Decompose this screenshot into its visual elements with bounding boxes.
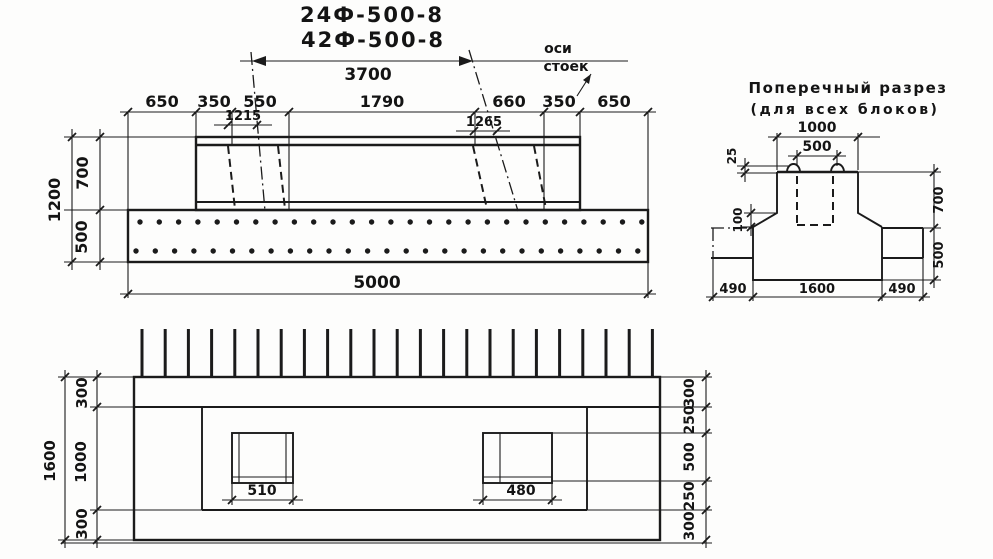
dim-1600-plan-label: 1600 xyxy=(41,440,59,482)
plan-view xyxy=(41,329,712,548)
left-socket-hidden xyxy=(228,146,285,209)
rebar-dot xyxy=(388,219,393,224)
rebar-dot xyxy=(365,248,370,253)
plan-right-dim-250-top: 250 xyxy=(682,405,698,435)
dim-510-label: 510 xyxy=(247,483,277,499)
rebar-dot xyxy=(292,219,297,224)
dim-chain-top xyxy=(120,92,656,116)
rebar-dot xyxy=(369,219,374,224)
rebar-dot xyxy=(384,248,389,253)
plan-right-dim-300-bottom: 300 xyxy=(682,511,698,541)
post-axes-label xyxy=(543,41,591,96)
rebar-dot xyxy=(465,219,470,224)
rebar-dot xyxy=(597,248,602,253)
plan-right-dim-300-top: 300 xyxy=(682,378,698,408)
axis-label-line2: стоек xyxy=(543,59,589,75)
dim-700-label: 700 xyxy=(73,156,92,190)
dim-25 xyxy=(725,148,789,182)
axis-leader-arrow xyxy=(583,74,591,84)
rebar-dot xyxy=(442,248,447,253)
rebar-dot xyxy=(311,219,316,224)
rebar-dot xyxy=(268,248,273,253)
dim-chain-section-right xyxy=(858,164,947,288)
left-post-axis xyxy=(251,52,265,211)
rebar-dot xyxy=(272,219,277,224)
rebar-dot xyxy=(249,248,254,253)
plan-right-socket xyxy=(483,433,552,483)
rebar-dot xyxy=(543,219,548,224)
dim-650-right: 650 xyxy=(597,92,631,111)
rebar-dot xyxy=(133,248,138,253)
dim-100 xyxy=(731,204,777,236)
dim-500-top xyxy=(788,139,846,166)
rebar-dot xyxy=(172,248,177,253)
rebar-dot xyxy=(562,219,567,224)
right-wing xyxy=(882,228,923,258)
plan-rebar-ticks xyxy=(142,329,652,377)
dim-1265 xyxy=(456,115,510,135)
rebar-dot xyxy=(635,248,640,253)
rebar-dot xyxy=(176,219,181,224)
rebar-dot xyxy=(234,219,239,224)
rebar-dot xyxy=(137,219,142,224)
base-slab-outline xyxy=(128,210,648,262)
rebar-dot xyxy=(581,219,586,224)
rebar-dot xyxy=(195,219,200,224)
rebar-dot xyxy=(191,248,196,253)
dim-500-top-label: 500 xyxy=(802,139,832,155)
rebar-dot xyxy=(423,248,428,253)
rebar-dot xyxy=(307,248,312,253)
rebar-dot xyxy=(288,248,293,253)
dim-1265-label: 1265 xyxy=(465,115,503,130)
section-socket-hidden xyxy=(797,176,833,225)
plan-outer-outline xyxy=(134,377,660,540)
section-title-line1: Поперечный разрез xyxy=(748,79,948,97)
dim-1000-label: 1000 xyxy=(797,120,837,136)
dim-660: 660 xyxy=(492,92,526,111)
dim-490-right-label: 490 xyxy=(888,282,916,297)
plan-left-dim-300-top: 300 xyxy=(73,377,91,409)
dim-350-left: 350 xyxy=(197,92,231,111)
rebar-dot xyxy=(211,248,216,253)
rebar-dot xyxy=(523,219,528,224)
rebar-dot xyxy=(408,219,413,224)
elevation-view xyxy=(45,3,656,298)
plan-left-dim-300-bottom: 300 xyxy=(73,508,91,540)
rebar-dot xyxy=(485,219,490,224)
rebar-dot xyxy=(639,219,644,224)
plan-right-dim-500: 500 xyxy=(682,442,698,472)
dim-5000-label: 5000 xyxy=(353,273,401,293)
right-socket-hidden xyxy=(473,146,546,209)
rebar-dot xyxy=(461,248,466,253)
dim-480 xyxy=(473,483,562,505)
axis-label-line1: оси xyxy=(544,41,572,57)
cross-section-view xyxy=(706,79,947,301)
dim-chain-plan-left xyxy=(41,370,101,548)
rebar-dot xyxy=(616,248,621,253)
dim-500-section-label: 500 xyxy=(932,241,947,269)
rebar-dot xyxy=(330,219,335,224)
rebar-dot xyxy=(481,248,486,253)
rebar-dot xyxy=(446,219,451,224)
dim-25-label: 25 xyxy=(725,147,739,165)
rebar-dot xyxy=(519,248,524,253)
slab-rebar-dots xyxy=(133,219,644,253)
rebar-dot xyxy=(215,219,220,224)
block-mark-1: 24Ф-500-8 xyxy=(300,3,444,27)
rebar-dot xyxy=(153,248,158,253)
block-mark-2: 42Ф-500-8 xyxy=(301,28,445,52)
dim-100-label: 100 xyxy=(731,207,745,233)
dim-510 xyxy=(222,483,303,505)
dim-700-section-label: 700 xyxy=(932,186,947,214)
dim-490-left-label: 490 xyxy=(719,282,747,297)
elevation-extension-lines xyxy=(64,112,648,298)
dim-1215-label: 1215 xyxy=(224,109,262,124)
dim-1790: 1790 xyxy=(359,92,405,111)
dim-5000 xyxy=(120,273,656,298)
plan-left-socket xyxy=(232,433,293,483)
dim-500-label: 500 xyxy=(72,220,91,254)
rebar-dot xyxy=(500,248,505,253)
rebar-dot xyxy=(558,248,563,253)
dim-1600-section-label: 1600 xyxy=(798,282,836,297)
section-title-line2: (для всех блоков) xyxy=(750,102,940,118)
rebar-dot xyxy=(427,219,432,224)
rebar-dot xyxy=(504,219,509,224)
dim-650-left: 650 xyxy=(145,92,179,111)
rebar-dot xyxy=(577,248,582,253)
rebar-dot xyxy=(601,219,606,224)
plan-left-dim-1000: 1000 xyxy=(72,441,90,483)
rebar-dot xyxy=(350,219,355,224)
rebar-dot xyxy=(157,219,162,224)
plan-extension-lines xyxy=(58,377,712,543)
upper-block-outline xyxy=(196,137,580,210)
rebar-dot xyxy=(539,248,544,253)
dim-arrow-left xyxy=(252,56,266,66)
rebar-dot xyxy=(230,248,235,253)
dim-480-label: 480 xyxy=(506,483,536,499)
dim-chain-plan-right xyxy=(682,370,710,548)
plan-right-dim-250-bottom: 250 xyxy=(682,481,698,511)
dim-1200-label: 1200 xyxy=(45,177,64,223)
rebar-dot xyxy=(620,219,625,224)
dim-chain-left xyxy=(45,129,104,270)
rebar-dot xyxy=(326,248,331,253)
rebar-dot xyxy=(346,248,351,253)
plan-inner-outline xyxy=(134,407,660,510)
dim-350-right: 350 xyxy=(542,92,576,111)
rebar-dot xyxy=(253,219,258,224)
rebar-dot xyxy=(404,248,409,253)
dim-3700-label: 3700 xyxy=(344,65,392,85)
dim-550: 550 xyxy=(243,92,277,111)
